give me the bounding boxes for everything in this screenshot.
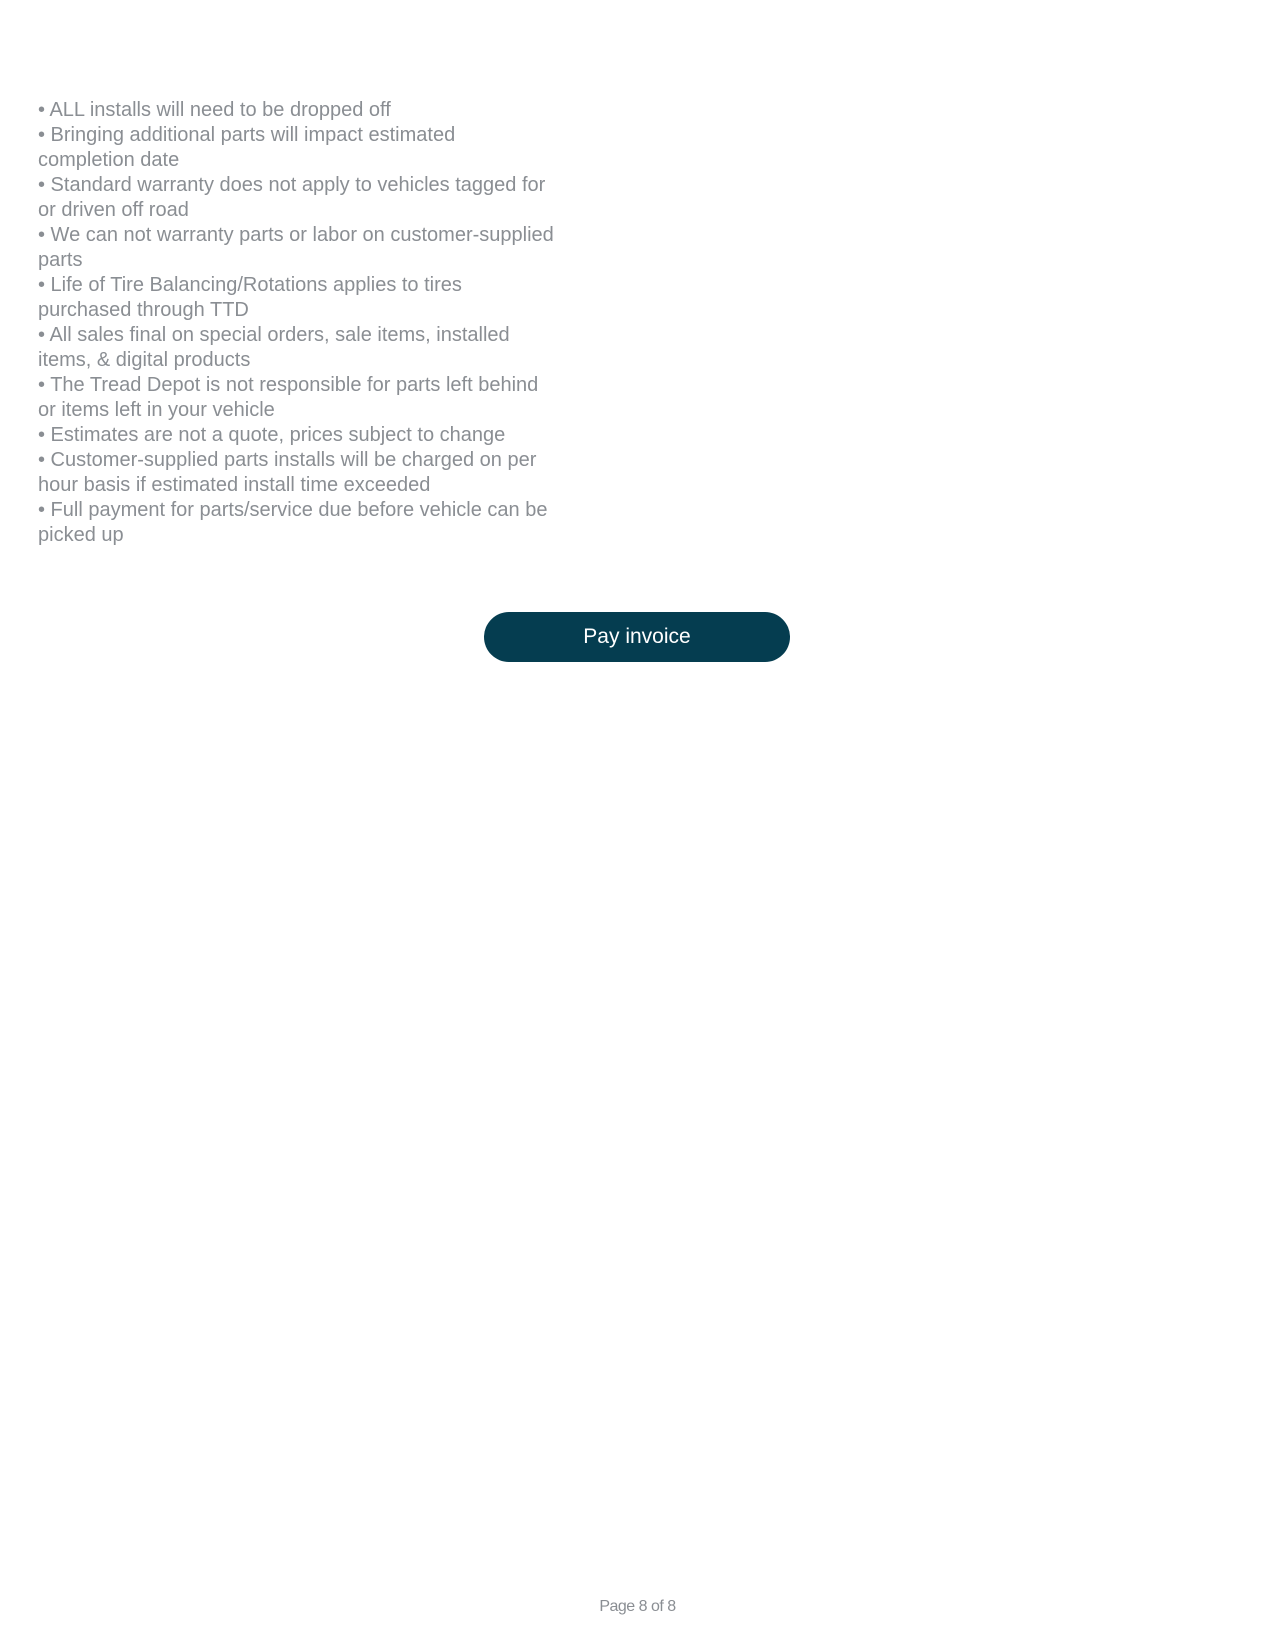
term-line: hour basis if estimated install time exceeded: [38, 474, 431, 496]
term-line: items, & digital products: [38, 349, 251, 371]
term-line: • ALL installs will need to be dropped off: [38, 99, 391, 121]
term-line: purchased through TTD: [38, 299, 249, 321]
term-line: completion date: [38, 149, 180, 171]
term-line: or items left in your vehicle: [38, 399, 275, 421]
term-line: • Full payment for parts/service due before vehicle can be: [38, 499, 548, 521]
pay-invoice-button[interactable]: Pay invoice: [484, 612, 790, 662]
term-line: parts: [38, 249, 83, 271]
page-number: Page 8 of 8: [599, 1598, 676, 1615]
term-line: • We can not warranty parts or labor on customer-supplied: [38, 224, 554, 246]
term-line: • Customer-supplied parts installs will be charged on per: [38, 449, 537, 471]
term-line: • The Tread Depot is not responsible for parts left behind: [38, 374, 539, 396]
term-line: • Bringing additional parts will impact estimated: [38, 124, 456, 146]
terms-list: [38, 98, 578, 548]
term-line: • All sales final on special orders, sale items, installed: [38, 324, 510, 346]
term-line: picked up: [38, 524, 124, 546]
term-line: or driven off road: [38, 199, 189, 221]
term-line: • Life of Tire Balancing/Rotations applies to tires: [38, 274, 462, 296]
term-line: • Standard warranty does not apply to vehicles tagged for: [38, 174, 546, 196]
term-line: • Estimates are not a quote, prices subject to change: [38, 424, 506, 446]
